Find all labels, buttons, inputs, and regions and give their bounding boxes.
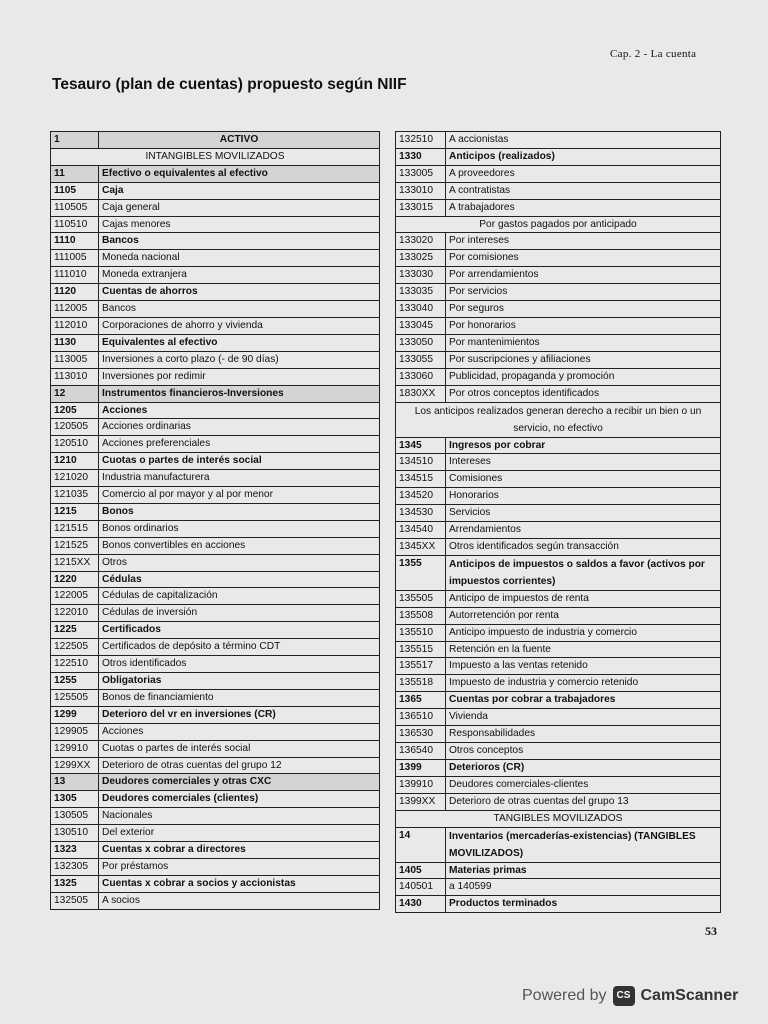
account-code: 140501 bbox=[396, 879, 446, 896]
account-name: Servicios bbox=[446, 505, 721, 522]
account-code: 1225 bbox=[51, 622, 99, 639]
account-row bbox=[396, 709, 721, 726]
account-name: Intereses bbox=[446, 454, 721, 471]
account-code: 133005 bbox=[396, 165, 446, 182]
account-code: 113005 bbox=[51, 351, 99, 368]
account-row bbox=[396, 538, 721, 555]
account-row bbox=[51, 605, 380, 622]
account-code: 121020 bbox=[51, 470, 99, 487]
camscanner-brand: CamScanner bbox=[640, 987, 739, 1004]
account-row bbox=[51, 571, 380, 588]
account-name: Ingresos por cobrar bbox=[446, 437, 721, 454]
account-row bbox=[396, 759, 721, 776]
account-name: Otros conceptos bbox=[446, 743, 721, 760]
account-row bbox=[51, 216, 380, 233]
account-code: 1330 bbox=[396, 148, 446, 165]
account-code: 133020 bbox=[396, 233, 446, 250]
account-row bbox=[51, 723, 380, 740]
account-row bbox=[51, 334, 380, 351]
account-code: 133040 bbox=[396, 301, 446, 318]
account-code: 113010 bbox=[51, 368, 99, 385]
account-row bbox=[396, 488, 721, 505]
account-code: 134530 bbox=[396, 505, 446, 522]
account-code: 132510 bbox=[396, 132, 446, 149]
account-name: Cuotas o partes de interés social bbox=[99, 740, 380, 757]
account-code: 133030 bbox=[396, 267, 446, 284]
account-name: Cuentas x cobrar a directores bbox=[99, 842, 380, 859]
account-name: Anticipos de impuestos o saldos a favor (activos por impuestos corrientes) bbox=[446, 555, 721, 590]
account-name: Productos terminados bbox=[446, 896, 721, 913]
account-code: 1355 bbox=[396, 555, 446, 590]
account-row bbox=[51, 233, 380, 250]
account-name: Impuesto a las ventas retenido bbox=[446, 658, 721, 675]
account-name: A contratistas bbox=[446, 182, 721, 199]
account-row bbox=[396, 182, 721, 199]
account-row bbox=[396, 471, 721, 488]
account-name: Por arrendamientos bbox=[446, 267, 721, 284]
account-code: 1130 bbox=[51, 334, 99, 351]
account-row bbox=[396, 555, 721, 590]
account-row bbox=[51, 808, 380, 825]
account-code: 136510 bbox=[396, 709, 446, 726]
account-row bbox=[51, 148, 380, 165]
account-name: Cajas menores bbox=[99, 216, 380, 233]
account-name: Deterioro de otras cuentas del grupo 12 bbox=[99, 757, 380, 774]
account-code: 133055 bbox=[396, 351, 446, 368]
account-row bbox=[51, 520, 380, 537]
account-code: 1 bbox=[51, 132, 99, 149]
account-code: 122005 bbox=[51, 588, 99, 605]
account-row bbox=[396, 334, 721, 351]
account-name: Bancos bbox=[99, 301, 380, 318]
account-code: 122510 bbox=[51, 656, 99, 673]
account-row bbox=[396, 692, 721, 709]
section-subheading: TANGIBLES MOVILIZADOS bbox=[396, 810, 721, 827]
account-name: Cédulas bbox=[99, 571, 380, 588]
account-row bbox=[396, 402, 721, 437]
account-code: 120505 bbox=[51, 419, 99, 436]
account-name: Acciones ordinarias bbox=[99, 419, 380, 436]
account-code: 1399 bbox=[396, 759, 446, 776]
account-name: Por otros conceptos identificados bbox=[446, 385, 721, 402]
account-code: 133060 bbox=[396, 368, 446, 385]
account-code: 1205 bbox=[51, 402, 99, 419]
account-code: 136540 bbox=[396, 743, 446, 760]
account-row bbox=[51, 250, 380, 267]
account-row bbox=[51, 402, 380, 419]
account-name: ACTIVO bbox=[99, 132, 380, 149]
account-row bbox=[51, 165, 380, 182]
account-name: Retención en la fuente bbox=[446, 641, 721, 658]
account-row bbox=[51, 740, 380, 757]
account-code: 1220 bbox=[51, 571, 99, 588]
account-name: Bonos ordinarios bbox=[99, 520, 380, 537]
account-row bbox=[396, 148, 721, 165]
account-row bbox=[396, 351, 721, 368]
account-name: Anticipo de impuestos de renta bbox=[446, 590, 721, 607]
account-name: Efectivo o equivalentes al efectivo bbox=[99, 165, 380, 182]
account-row bbox=[396, 385, 721, 402]
account-row bbox=[51, 757, 380, 774]
account-name: Del exterior bbox=[99, 825, 380, 842]
account-code: 121525 bbox=[51, 537, 99, 554]
account-row bbox=[396, 590, 721, 607]
account-row bbox=[51, 267, 380, 284]
account-code: 110510 bbox=[51, 216, 99, 233]
account-code: 1210 bbox=[51, 453, 99, 470]
account-name: A socios bbox=[99, 892, 380, 909]
account-name: Certificados bbox=[99, 622, 380, 639]
account-row bbox=[396, 216, 721, 233]
account-name: Por mantenimientos bbox=[446, 334, 721, 351]
account-code: 1830XX bbox=[396, 385, 446, 402]
account-row bbox=[51, 622, 380, 639]
account-row bbox=[396, 827, 721, 862]
account-code: 1365 bbox=[396, 692, 446, 709]
account-name: Obligatorias bbox=[99, 673, 380, 690]
account-code: 120510 bbox=[51, 436, 99, 453]
account-name: Comisiones bbox=[446, 471, 721, 488]
account-row bbox=[396, 368, 721, 385]
account-name: Por préstamos bbox=[99, 858, 380, 875]
account-code: 135518 bbox=[396, 675, 446, 692]
account-code: 135517 bbox=[396, 658, 446, 675]
account-name: Nacionales bbox=[99, 808, 380, 825]
account-code: 129905 bbox=[51, 723, 99, 740]
account-code: 1399XX bbox=[396, 793, 446, 810]
account-name: Otros bbox=[99, 554, 380, 571]
account-name: Anticipos (realizados) bbox=[446, 148, 721, 165]
account-code: 135505 bbox=[396, 590, 446, 607]
account-code: 133025 bbox=[396, 250, 446, 267]
account-row bbox=[396, 233, 721, 250]
account-row bbox=[396, 317, 721, 334]
account-code: 110505 bbox=[51, 199, 99, 216]
account-code: 129910 bbox=[51, 740, 99, 757]
account-row bbox=[396, 284, 721, 301]
account-name: Otros identificados bbox=[99, 656, 380, 673]
account-row bbox=[396, 454, 721, 471]
account-row bbox=[396, 301, 721, 318]
account-name: A trabajadores bbox=[446, 199, 721, 216]
account-row bbox=[51, 351, 380, 368]
account-code: 1430 bbox=[396, 896, 446, 913]
account-name: Deudores comerciales-clientes bbox=[446, 776, 721, 793]
account-code: 1215 bbox=[51, 503, 99, 520]
account-code: 130510 bbox=[51, 825, 99, 842]
account-name: Cuentas por cobrar a trabajadores bbox=[446, 692, 721, 709]
account-code: 135510 bbox=[396, 624, 446, 641]
account-code: 130505 bbox=[51, 808, 99, 825]
account-code: 1345 bbox=[396, 437, 446, 454]
account-row bbox=[396, 267, 721, 284]
page-number: 53 bbox=[705, 924, 717, 938]
section-subheading: Por gastos pagados por anticipado bbox=[396, 216, 721, 233]
account-row bbox=[396, 896, 721, 913]
account-name: Materias primas bbox=[446, 862, 721, 879]
account-row bbox=[51, 301, 380, 318]
account-name: A proveedores bbox=[446, 165, 721, 182]
account-name: Corporaciones de ahorro y vivienda bbox=[99, 317, 380, 334]
account-code: 1110 bbox=[51, 233, 99, 250]
account-row bbox=[396, 793, 721, 810]
account-code: 1323 bbox=[51, 842, 99, 859]
chapter-header: Cap. 2 - La cuenta bbox=[610, 48, 697, 60]
account-name: Acciones preferenciales bbox=[99, 436, 380, 453]
account-row bbox=[396, 743, 721, 760]
account-name: Certificados de depósito a término CDT bbox=[99, 639, 380, 656]
account-row bbox=[51, 182, 380, 199]
account-name: Otros identificados según transacción bbox=[446, 538, 721, 555]
account-name: Moneda extranjera bbox=[99, 267, 380, 284]
account-name: a 140599 bbox=[446, 879, 721, 896]
account-row bbox=[396, 607, 721, 624]
account-row bbox=[396, 810, 721, 827]
account-name: Inversiones por redimir bbox=[99, 368, 380, 385]
account-row bbox=[396, 199, 721, 216]
account-code: 134510 bbox=[396, 454, 446, 471]
account-code: 112005 bbox=[51, 301, 99, 318]
account-name: Por suscripciones y afiliaciones bbox=[446, 351, 721, 368]
account-row bbox=[51, 317, 380, 334]
account-row bbox=[396, 437, 721, 454]
accounts-table-left bbox=[50, 131, 380, 910]
account-name: Por comisiones bbox=[446, 250, 721, 267]
account-name: Acciones bbox=[99, 723, 380, 740]
account-name: Cuotas o partes de interés social bbox=[99, 453, 380, 470]
account-name: Bonos convertibles en acciones bbox=[99, 537, 380, 554]
account-code: 132305 bbox=[51, 858, 99, 875]
account-code: 134515 bbox=[396, 471, 446, 488]
account-name: Deterioros (CR) bbox=[446, 759, 721, 776]
account-name: Industria manufacturera bbox=[99, 470, 380, 487]
account-row bbox=[51, 825, 380, 842]
account-name: Por intereses bbox=[446, 233, 721, 250]
account-name: Bonos de financiamiento bbox=[99, 689, 380, 706]
camscanner-logo-icon: CS bbox=[613, 986, 635, 1006]
accounts-table-right bbox=[395, 131, 721, 913]
account-code: 136530 bbox=[396, 726, 446, 743]
account-row bbox=[51, 503, 380, 520]
account-code: 1299XX bbox=[51, 757, 99, 774]
account-name: Impuesto de industria y comercio retenido bbox=[446, 675, 721, 692]
account-code: 1345XX bbox=[396, 538, 446, 555]
account-row bbox=[51, 842, 380, 859]
account-name: Equivalentes al efectivo bbox=[99, 334, 380, 351]
account-code: 121515 bbox=[51, 520, 99, 537]
account-name: Cuentas de ahorros bbox=[99, 284, 380, 301]
account-code: 1105 bbox=[51, 182, 99, 199]
powered-by-text: Powered by bbox=[522, 987, 607, 1004]
account-row bbox=[396, 641, 721, 658]
account-row bbox=[51, 537, 380, 554]
account-row bbox=[51, 436, 380, 453]
account-code: 133045 bbox=[396, 317, 446, 334]
section-subheading: INTANGIBLES MOVILIZADOS bbox=[51, 148, 380, 165]
account-name: Instrumentos financieros-Inversiones bbox=[99, 385, 380, 402]
account-name: Cédulas de capitalización bbox=[99, 588, 380, 605]
account-row bbox=[51, 588, 380, 605]
account-name: Anticipo impuesto de industria y comercio bbox=[446, 624, 721, 641]
account-row bbox=[51, 385, 380, 402]
account-code: 121035 bbox=[51, 487, 99, 504]
account-row bbox=[51, 858, 380, 875]
account-code: 1120 bbox=[51, 284, 99, 301]
account-row bbox=[51, 284, 380, 301]
account-code: 14 bbox=[396, 827, 446, 862]
account-row bbox=[396, 862, 721, 879]
account-name: Por seguros bbox=[446, 301, 721, 318]
account-row bbox=[51, 487, 380, 504]
account-code: 133035 bbox=[396, 284, 446, 301]
account-row bbox=[51, 132, 380, 149]
account-row bbox=[51, 368, 380, 385]
account-code: 133015 bbox=[396, 199, 446, 216]
account-name: Bancos bbox=[99, 233, 380, 250]
account-row bbox=[51, 875, 380, 892]
account-code: 11 bbox=[51, 165, 99, 182]
account-row bbox=[396, 879, 721, 896]
account-code: 135515 bbox=[396, 641, 446, 658]
account-name: Caja bbox=[99, 182, 380, 199]
account-code: 1405 bbox=[396, 862, 446, 879]
account-row bbox=[51, 656, 380, 673]
account-code: 133050 bbox=[396, 334, 446, 351]
account-name: Cuentas x cobrar a socios y accionistas bbox=[99, 875, 380, 892]
account-row bbox=[51, 453, 380, 470]
account-name: Arrendamientos bbox=[446, 522, 721, 539]
account-name: A accionistas bbox=[446, 132, 721, 149]
account-row bbox=[396, 165, 721, 182]
account-name: Autorretención por renta bbox=[446, 607, 721, 624]
account-name: Deterioro del vr en inversiones (CR) bbox=[99, 706, 380, 723]
account-row bbox=[396, 624, 721, 641]
account-name: Acciones bbox=[99, 402, 380, 419]
account-row bbox=[51, 554, 380, 571]
account-code: 139910 bbox=[396, 776, 446, 793]
account-name: Publicidad, propaganda y promoción bbox=[446, 368, 721, 385]
account-name: Honorarios bbox=[446, 488, 721, 505]
account-code: 12 bbox=[51, 385, 99, 402]
account-row bbox=[51, 639, 380, 656]
account-code: 1305 bbox=[51, 791, 99, 808]
account-code: 125505 bbox=[51, 689, 99, 706]
camscanner-footer bbox=[522, 986, 738, 1006]
account-name: Moneda nacional bbox=[99, 250, 380, 267]
account-row bbox=[396, 658, 721, 675]
account-code: 1215XX bbox=[51, 554, 99, 571]
account-code: 111005 bbox=[51, 250, 99, 267]
account-name: Responsabilidades bbox=[446, 726, 721, 743]
account-row bbox=[396, 675, 721, 692]
account-row bbox=[396, 250, 721, 267]
account-row bbox=[51, 673, 380, 690]
account-row bbox=[396, 132, 721, 149]
account-code: 134520 bbox=[396, 488, 446, 505]
account-name: Deudores comerciales (clientes) bbox=[99, 791, 380, 808]
account-name: Deudores comerciales y otras CXC bbox=[99, 774, 380, 791]
page-title: Tesauro (plan de cuentas) propuesto según NIIF bbox=[52, 76, 407, 93]
account-row bbox=[51, 419, 380, 436]
account-code: 1299 bbox=[51, 706, 99, 723]
account-row bbox=[51, 892, 380, 909]
account-code: 135508 bbox=[396, 607, 446, 624]
account-row bbox=[51, 689, 380, 706]
account-row bbox=[396, 776, 721, 793]
account-code: 134540 bbox=[396, 522, 446, 539]
account-code: 133010 bbox=[396, 182, 446, 199]
account-code: 112010 bbox=[51, 317, 99, 334]
account-name: Comercio al por mayor y al por menor bbox=[99, 487, 380, 504]
account-name: Caja general bbox=[99, 199, 380, 216]
account-code: 111010 bbox=[51, 267, 99, 284]
account-row bbox=[51, 470, 380, 487]
account-name: Inventarios (mercaderías-existencias) (TANGIBLES MOVILIZADOS) bbox=[446, 827, 721, 862]
account-code: 1255 bbox=[51, 673, 99, 690]
account-code: 132505 bbox=[51, 892, 99, 909]
account-row bbox=[396, 505, 721, 522]
account-name: Vivienda bbox=[446, 709, 721, 726]
account-row bbox=[51, 774, 380, 791]
account-name: Bonos bbox=[99, 503, 380, 520]
account-name: Por servicios bbox=[446, 284, 721, 301]
account-row bbox=[396, 522, 721, 539]
account-code: 122010 bbox=[51, 605, 99, 622]
account-row bbox=[396, 726, 721, 743]
account-code: 122505 bbox=[51, 639, 99, 656]
account-name: Cédulas de inversión bbox=[99, 605, 380, 622]
account-name: Por honorarios bbox=[446, 317, 721, 334]
account-row bbox=[51, 706, 380, 723]
account-name: Inversiones a corto plazo (- de 90 días) bbox=[99, 351, 380, 368]
account-row bbox=[51, 791, 380, 808]
note-text: Los anticipos realizados generan derecho a recibir un bien o un servicio, no efectivo bbox=[396, 402, 721, 437]
account-code: 1325 bbox=[51, 875, 99, 892]
account-code: 13 bbox=[51, 774, 99, 791]
account-row bbox=[51, 199, 380, 216]
account-name: Deterioro de otras cuentas del grupo 13 bbox=[446, 793, 721, 810]
